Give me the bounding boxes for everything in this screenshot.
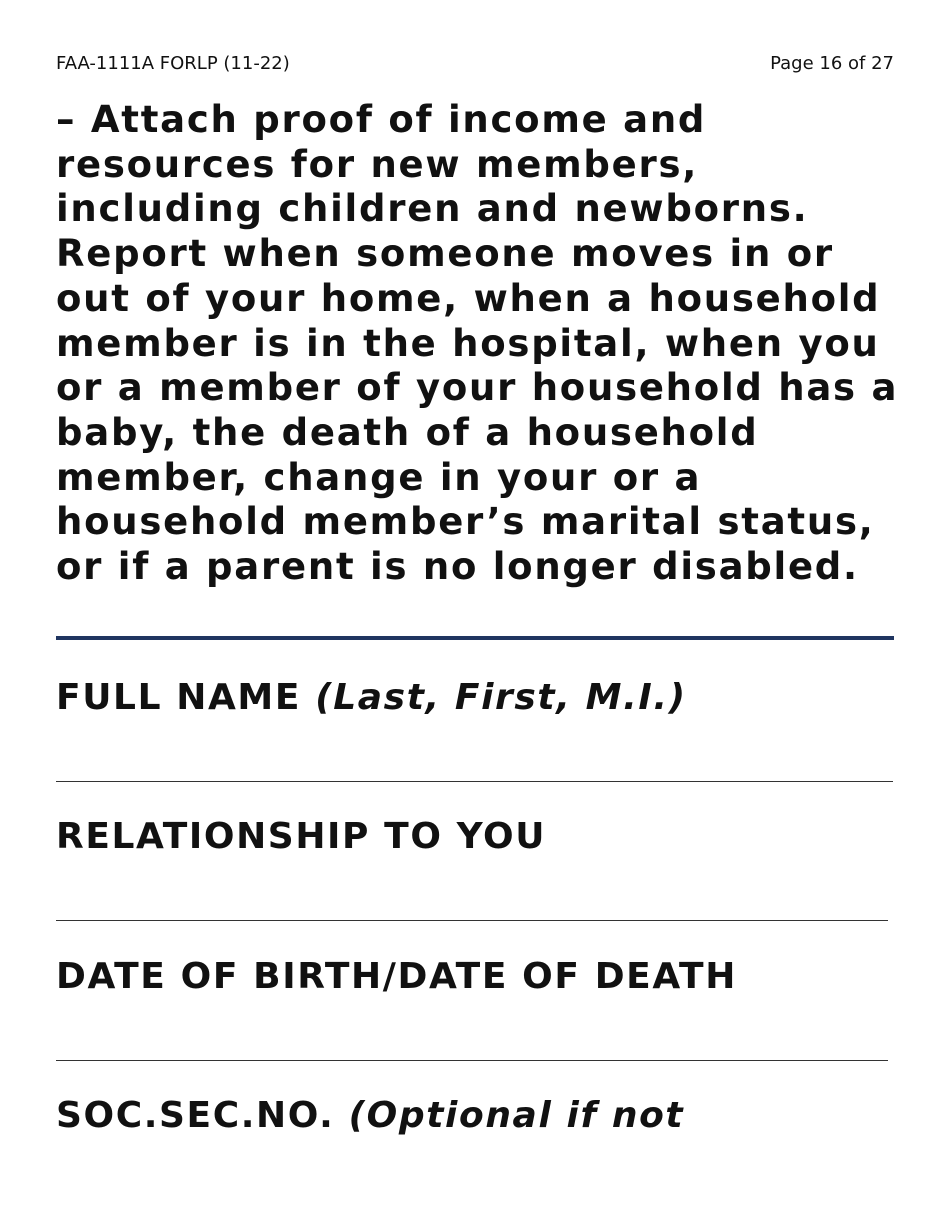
- full-name-hint: (Last, First, M.I.): [315, 677, 687, 718]
- dob-dod-label-text: DATE OF BIRTH/DATE OF DEATH: [56, 956, 737, 997]
- dob-dod-answer-line[interactable]: [56, 1060, 888, 1061]
- full-name-answer-line[interactable]: [56, 781, 893, 782]
- relationship-label-text: RELATIONSHIP TO YOU: [56, 816, 547, 857]
- section-divider: [56, 636, 894, 640]
- dob-dod-label: [56, 955, 737, 999]
- page-header: [56, 52, 894, 76]
- ssn-hint: (Optional if not: [348, 1095, 685, 1136]
- ssn-label: [56, 1094, 684, 1138]
- instructions-text: – Attach proof of income and resources for new members, including children and newborns. Report when someone moves in or out of your home, when a household member is in the hospital, when you or a member of your household has a baby, the death of a household member, change in your or a household member’s marital status, or if a parent is no longer disabled.: [56, 98, 899, 589]
- relationship-label: [56, 815, 546, 859]
- form-id: FAA-1111A FORLP (11-22): [56, 53, 290, 74]
- page-number: Page 16 of 27: [770, 53, 894, 74]
- full-name-label: [56, 676, 687, 720]
- relationship-answer-line[interactable]: [56, 920, 888, 921]
- full-name-label-text: FULL NAME: [56, 677, 302, 718]
- ssn-label-text: SOC.SEC.NO.: [56, 1095, 335, 1136]
